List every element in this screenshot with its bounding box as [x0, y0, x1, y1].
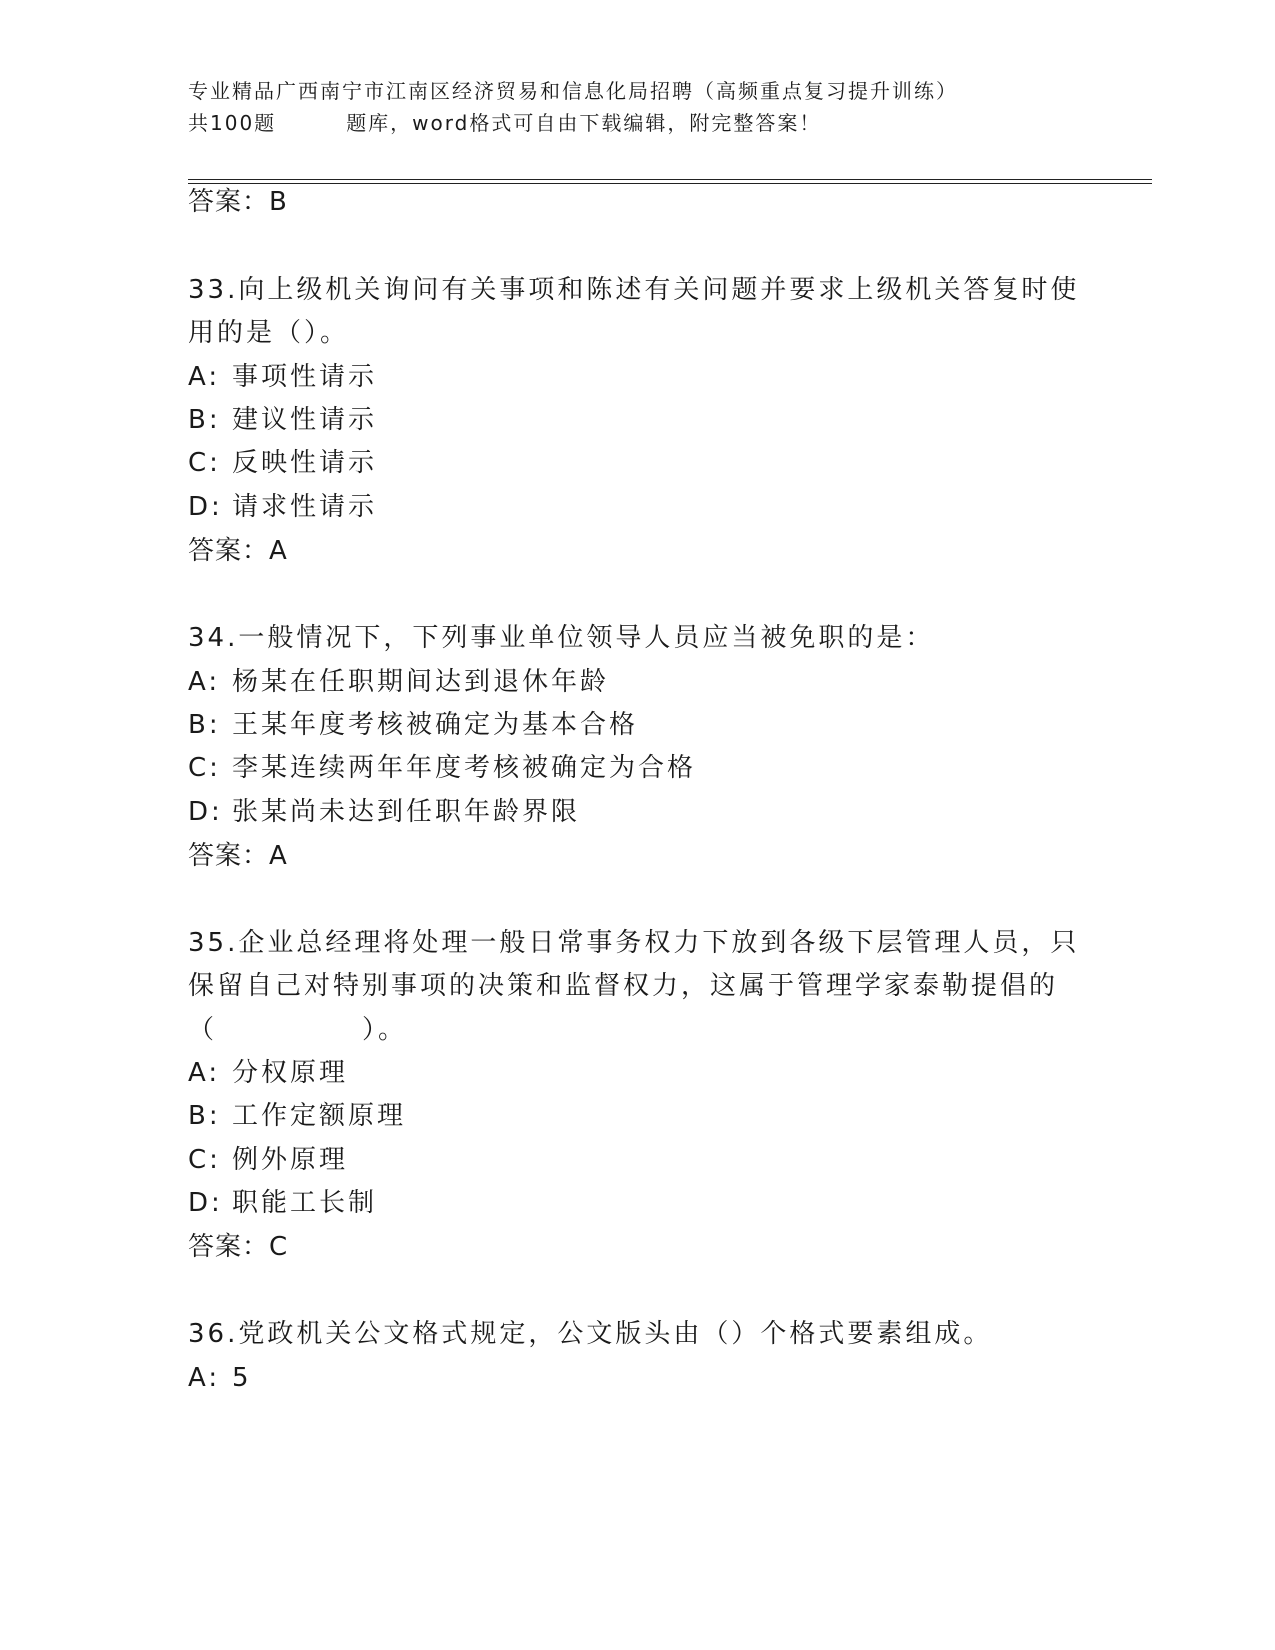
- option-letter: B:: [188, 1101, 221, 1131]
- question-text: （ ）。: [188, 1015, 408, 1045]
- option-letter: C:: [188, 448, 221, 478]
- option-text: 反映性请示: [232, 448, 378, 478]
- option-letter: C:: [188, 753, 221, 783]
- option-letter: A:: [188, 667, 221, 697]
- option-letter: A:: [188, 362, 221, 392]
- option-d: [188, 1186, 377, 1220]
- option-c: [188, 751, 696, 785]
- question-text: 35.企业总经理将处理一般日常事务权力下放到各级下层管理人员，只: [188, 928, 1080, 958]
- header-question-count: 共100题: [188, 111, 277, 135]
- option-letter: D:: [188, 797, 223, 827]
- option-letter: A:: [188, 1363, 221, 1393]
- option-a: [188, 665, 609, 699]
- document-header-subtitle: [188, 110, 1058, 136]
- answer-line: 答案：A: [188, 841, 288, 871]
- option-b: [188, 708, 638, 742]
- answer-line: 答案：A: [188, 536, 288, 566]
- option-a: [188, 1056, 348, 1090]
- option-text: 工作定额原理: [232, 1101, 407, 1131]
- option-b: [188, 403, 377, 437]
- option-text: 张某尚未达到任职年龄界限: [232, 797, 581, 827]
- option-a: [188, 360, 377, 394]
- question-text: 33.向上级机关询问有关事项和陈述有关问题并要求上级机关答复时使: [188, 275, 1080, 305]
- option-letter: D:: [188, 492, 223, 522]
- header-divider: [188, 183, 1152, 184]
- option-text: 建议性请示: [232, 405, 378, 435]
- header-divider: [188, 179, 1152, 180]
- document-header-title: 专业精品广西南宁市江南区经济贸易和信息化局招聘（高频重点复习提升训练）: [188, 79, 958, 103]
- question-text: 34.一般情况下，下列事业单位领导人员应当被免职的是：: [188, 623, 935, 653]
- answer-line: 答案：B: [188, 187, 288, 217]
- option-text: 分权原理: [232, 1058, 349, 1088]
- option-text: 例外原理: [232, 1145, 349, 1175]
- answer-line: 答案：C: [188, 1232, 289, 1262]
- option-letter: B:: [188, 710, 221, 740]
- option-d: [188, 490, 377, 524]
- question-text: 保留自己对特别事项的决策和监督权力，这属于管理学家泰勒提倡的: [188, 971, 1059, 1001]
- question-text: 36.党政机关公文格式规定，公文版头由（）个格式要素组成。: [188, 1319, 993, 1349]
- option-c: [188, 1143, 348, 1177]
- option-text: 李某连续两年年度考核被确定为合格: [232, 753, 697, 783]
- option-d: [188, 795, 580, 829]
- question-text: 用的是（）。: [188, 318, 350, 348]
- option-letter: C:: [188, 1145, 221, 1175]
- option-text: 5: [232, 1363, 252, 1393]
- option-a: [188, 1361, 252, 1395]
- option-text: 王某年度考核被确定为基本合格: [232, 710, 639, 740]
- option-letter: A:: [188, 1058, 221, 1088]
- option-text: 请求性请示: [232, 492, 378, 522]
- option-letter: B:: [188, 405, 221, 435]
- option-b: [188, 1099, 406, 1133]
- option-text: 杨某在任职期间达到退休年龄: [232, 667, 610, 697]
- option-text: 职能工长制: [232, 1188, 378, 1218]
- header-description: 题库，word格式可自由下载编辑，附完整答案！: [346, 111, 822, 135]
- option-letter: D:: [188, 1188, 223, 1218]
- option-text: 事项性请示: [232, 362, 378, 392]
- option-c: [188, 446, 377, 480]
